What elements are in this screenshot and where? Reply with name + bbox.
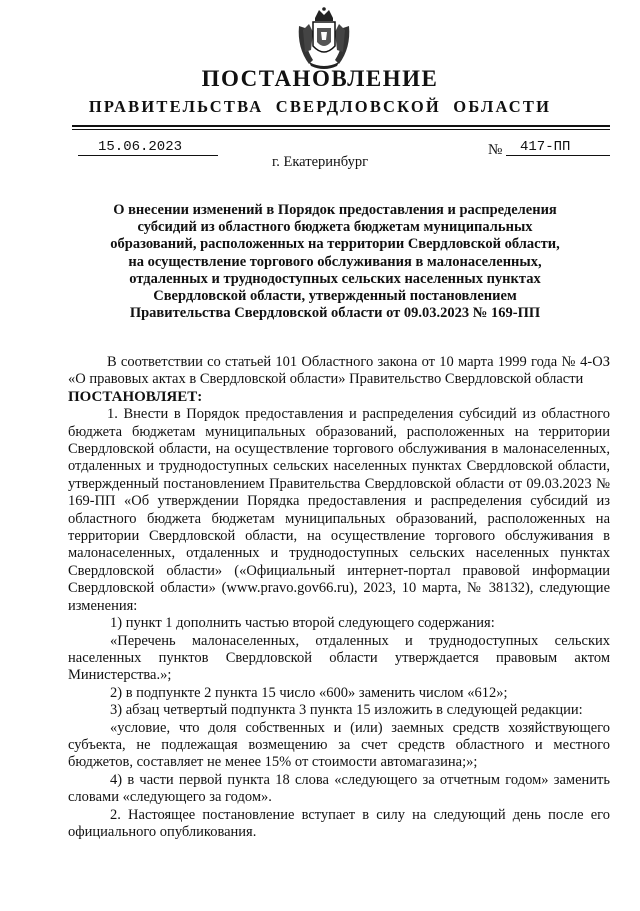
number-sign: № [488, 142, 503, 158]
subject-line: субсидий из областного бюджета бюджетам муниципальных [137, 219, 533, 236]
document-title: ПОСТАНОВЛЕНИЕ [201, 66, 439, 91]
header-rule-thick [72, 125, 610, 127]
document-number: 417-ПП [506, 139, 610, 156]
subitem-1-quote: «Перечень малонаселенных, отдаленных и труднодоступных сельских населенных пунктов Свердловской области утверждается правовым актом Министерства.»; [68, 632, 610, 684]
paragraph-2: 2. Настоящее постановление вступает в силу на следующий день после его официального опубликования. [68, 806, 610, 840]
document-body [68, 354, 610, 841]
decree-word: ПОСТАНОВЛЯЕТ: [68, 388, 203, 405]
paragraph-1: 1. Внести в Порядок предоставления и распределения субсидий из областного бюджета бюджетам муниципальных образований, расположенных на территории Свердловской области, на осуществление торгового обслуживания в малонаселенных, отдаленных и труднодоступных сельских населенных пунктах Свердловской области, утвержденный постановлением Правительства Свердловской области от 09.03.2023 № 169-ПП «Об утверждении Порядка предоставления и распределения субсидий из областного бюджета бюджетам муниципальных образований, расположенных на территории Свердловской области, на осуществление торгового обслуживания в малонаселенных, отдаленных и труднодоступных сельских населенных пунктах Свердловской области» («Официальный интернет-портал правовой информации Свердловской области» (www.pravo.gov66.ru), 2023, 10 марта, № 38132), следующие изменения: [68, 406, 610, 614]
subject-line: Свердловской области, утвержденный постановлением [153, 288, 517, 305]
subject-line: О внесении изменений в Порядок предоставления и распределения [113, 202, 557, 218]
subject-line: на осуществление торгового обслуживания в малонаселенных, [128, 253, 542, 270]
subject-line: Правительства Свердловской области от 09.03.2023 № 169-ПП [129, 305, 541, 322]
subject-line: отдаленных и труднодоступных сельских населенных пунктах [129, 270, 541, 287]
subitem-4: 4) в части первой пункта 18 слова «следующего за отчетным годом» заменить словами «следующего за годом». [68, 771, 610, 806]
issuing-authority: ПРАВИТЕЛЬСТВА СВЕРДЛОВСКОЙ ОБЛАСТИ [88, 97, 552, 116]
document-date: 15.06.2023 [78, 139, 218, 156]
subitem-1: 1) пункт 1 дополнить частью второй следующего содержания: [110, 615, 495, 632]
header-rule-thin [72, 129, 610, 130]
document-subject [80, 202, 590, 322]
subitem-3: 3) абзац четвертый подпункта 3 пункта 15 изложить в следующей редакции: [110, 702, 583, 719]
subitem-2: 2) в подпункте 2 пункта 15 число «600» заменить числом «612»; [110, 684, 508, 701]
coat-of-arms-icon [295, 6, 353, 70]
subitem-3-quote: «условие, что доля собственных и (или) заемных средств хозяйствующего субъекта, не подлежащая возмещению за счет средств областного и местного бюджетов, составляет не менее 15% от стоимости автомагазина;»; [68, 719, 610, 771]
city: г. Екатеринбург [271, 154, 369, 170]
preamble: В соответствии со статьей 101 Областного закона от 10 марта 1999 года № 4-ОЗ «О правовых актах в Свердловской области» Правительство Свердловской области [68, 354, 610, 388]
subject-line: образований, расположенных на территории Свердловской области, [110, 236, 560, 253]
